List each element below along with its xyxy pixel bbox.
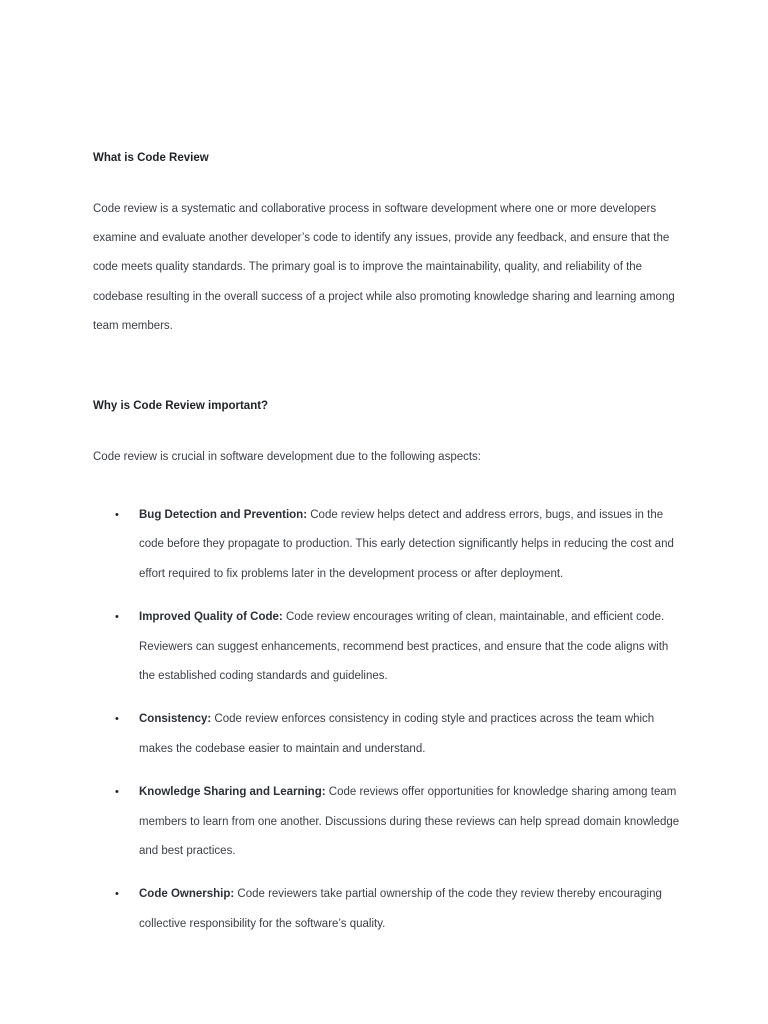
list-item-text: Code review helps detect and address errors, bugs, and issues in the code before they propagate to production. This early detection significantly helps in reducing the cost and effort required to fix problems later in the development process or after deployment. — [139, 509, 674, 580]
list-item — [93, 603, 683, 691]
heading-why-important: Why is Code Review important? — [93, 400, 269, 413]
bullet-icon: • — [115, 888, 119, 901]
document-page — [93, 148, 683, 953]
bullet-icon: • — [115, 509, 119, 522]
bullet-icon: • — [115, 611, 119, 624]
list-item-text: Code reviewers take partial ownership of the code they review thereby encouraging collective responsibility for the software’s quality. — [139, 888, 662, 930]
list-item-term: Bug Detection and Prevention: — [139, 509, 308, 522]
bullet-icon: • — [115, 713, 119, 726]
list-item — [93, 880, 683, 938]
list-item-term: Code Ownership: — [139, 888, 235, 901]
list-item — [93, 778, 683, 866]
list-item-text: Code review encourages writing of clean, maintainable, and efficient code. Reviewers can suggest enhancements, recommend best practices, and ensure that the code aligns with the established coding standards and guidelines. — [139, 611, 669, 682]
list-item-text: Code reviews offer opportunities for knowledge sharing among team members to learn from one another. Discussions during these reviews can help spread domain knowledge and best practices. — [139, 786, 680, 857]
aspects-list — [93, 501, 683, 939]
list-item — [93, 705, 683, 763]
list-item-term: Knowledge Sharing and Learning: — [139, 786, 326, 799]
heading-what-is-code-review: What is Code Review — [93, 152, 209, 164]
list-item-term: Improved Quality of Code: — [139, 611, 283, 624]
list-item-term: Consistency: — [139, 713, 212, 726]
list-item-text: Code review enforces consistency in coding style and practices across the team which makes the codebase easier to maintain and understand. — [139, 713, 655, 755]
bullet-icon: • — [115, 786, 119, 799]
paragraph-definition: Code review is a systematic and collaborative process in software development where one or more developers examine and evaluate another developer’s code to identify any issues, provide any feedback, and ensure that the code meets quality standards. The primary goal is to improve the maintainability, quality, and reliability of the codebase resulting in the overall success of a project while also promoting knowledge sharing and learning among team members. — [93, 203, 675, 332]
list-item — [93, 501, 683, 589]
paragraph-aspects-intro: Code review is crucial in software development due to the following aspects: — [93, 451, 482, 464]
